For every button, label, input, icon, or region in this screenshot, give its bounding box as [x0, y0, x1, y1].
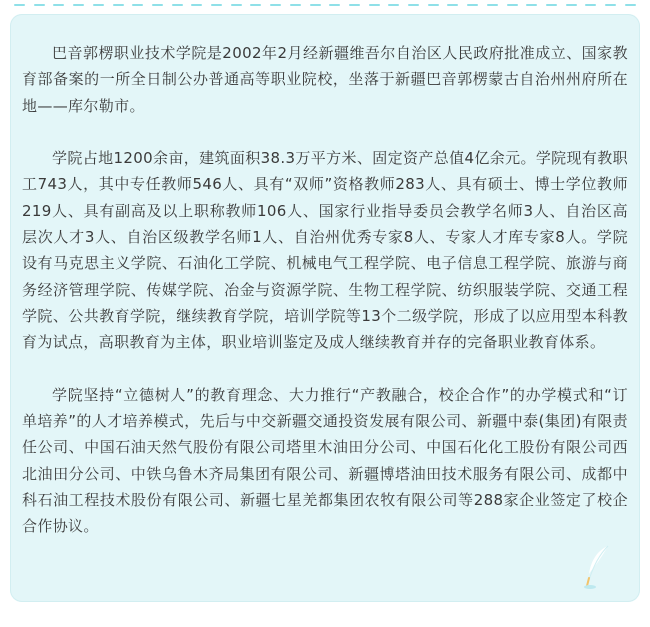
dash	[585, 4, 596, 6]
feather-quill-icon	[582, 544, 612, 590]
intro-paragraph: 巴音郭楞职业技术学院是2002年2月经新疆维吾尔自治区人民政府批准成立、国家教育部备案的一所全日制公办普通高等职业院校，坐落于新疆巴音郭楞蒙古自治州州府所在地——库尔勒市。	[22, 44, 628, 115]
dash	[152, 4, 163, 6]
dash	[329, 4, 340, 6]
dash	[14, 4, 25, 6]
article-body	[22, 40, 628, 566]
dash	[369, 4, 380, 6]
dash	[290, 4, 301, 6]
dash	[566, 4, 577, 6]
dash	[172, 4, 183, 6]
dash	[250, 4, 261, 6]
dash	[388, 4, 399, 6]
dash	[625, 4, 636, 6]
dash	[93, 4, 104, 6]
dash	[53, 4, 64, 6]
dash	[546, 4, 557, 6]
content-card	[10, 14, 640, 602]
dash	[507, 4, 518, 6]
top-dashed-border	[14, 2, 636, 8]
dash	[526, 4, 537, 6]
dash	[447, 4, 458, 6]
dash	[310, 4, 321, 6]
dash	[270, 4, 281, 6]
dash	[132, 4, 143, 6]
dash	[487, 4, 498, 6]
dash	[408, 4, 419, 6]
dash	[211, 4, 222, 6]
dash	[113, 4, 124, 6]
dash	[73, 4, 84, 6]
dash	[349, 4, 360, 6]
dash	[605, 4, 616, 6]
dash	[34, 4, 45, 6]
cooperation-paragraph: 学院坚持“立德树人”的教育理念、大力推行“产教融合，校企合作”的办学模式和“订单培养”的人才培养模式，先后与中交新疆交通投资发展有限公司、新疆中泰(集团)有限责任公司、中国石油天然气股份有限公司塔里木油田分公司、中国石化化工股份有限公司西北油田分公司、中铁乌鲁木齐局集团有限公司、新疆博塔油田技术服务有限公司、成都中科石油工程技术股份有限公司、新疆七星羌都集团农牧有限公司等288家企业签定了校企合作协议。	[22, 385, 628, 536]
dash	[191, 4, 202, 6]
dash	[467, 4, 478, 6]
dash	[428, 4, 439, 6]
campus-paragraph: 学院占地1200余亩，建筑面积38.3万平方米、固定资产总值4亿余元。学院现有教职工743人，其中专任教师546人、具有“双师”资格教师283人、具有硕士、博士学位教师219人、具有副高及以上职称教师106人、国家行业指导委员会教学名师3人、自治区高层次人才3人、自治区级教学名师1人、自治州优秀专家8人、专家人才库专家8人。学院设有马克思主义学院、石油化工学院、机械电气工程学院、电子信息工程学院、旅游与商务经济管理学院、传媒学院、冶金与资源学院、生物工程学院、纺织服装学院、交通工程学院、公共教育学院，继续教育学院，培训学院等13个二级学院，形成了以应用型本科教育为试点，高职教育为主体，职业培训鉴定及成人继续教育并存的完备职业教育体系。	[22, 149, 628, 352]
dash	[231, 4, 242, 6]
